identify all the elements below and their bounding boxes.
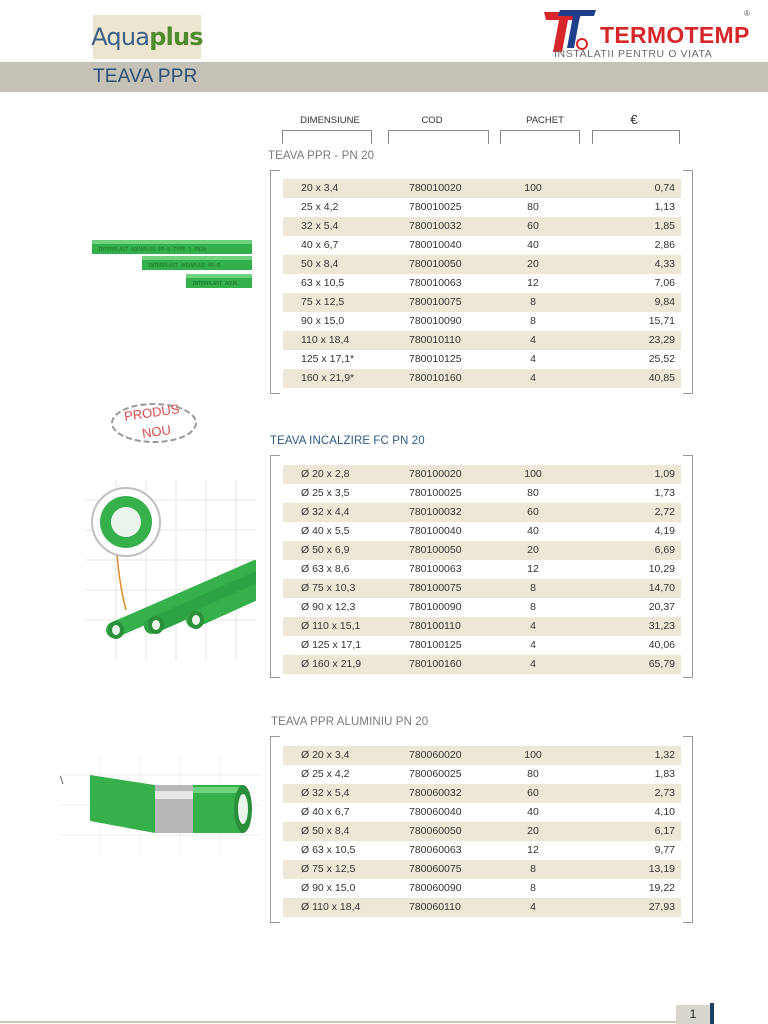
cell-code: 780060025 bbox=[409, 768, 462, 780]
cell-dimension: Ø 110 x 18,4 bbox=[301, 901, 361, 913]
termotemp-logo bbox=[540, 8, 755, 60]
cell-price: 7,06 bbox=[654, 277, 675, 289]
cell-code: 780060063 bbox=[409, 844, 462, 856]
cell-dimension: Ø 75 x 10,3 bbox=[301, 582, 356, 594]
table-bracket-left bbox=[270, 170, 280, 394]
cell-price: 23,29 bbox=[648, 334, 675, 346]
table-row bbox=[283, 803, 681, 822]
table-row bbox=[283, 879, 681, 898]
termotemp-brand: TERMOTEMP bbox=[600, 22, 750, 48]
column-divider-pack bbox=[500, 130, 580, 144]
table-row bbox=[283, 331, 681, 350]
cell-pack: 20 bbox=[527, 825, 539, 837]
table-row bbox=[283, 217, 681, 236]
cell-price: 6,17 bbox=[654, 825, 675, 837]
table-row bbox=[283, 522, 681, 541]
cell-price: 1,32 bbox=[654, 749, 675, 761]
cell-pack: 8 bbox=[530, 582, 536, 594]
cell-price: 40,06 bbox=[648, 639, 675, 651]
cell-code: 780010032 bbox=[409, 220, 462, 232]
column-header-pack: PACHET bbox=[526, 115, 564, 126]
cell-code: 780010063 bbox=[409, 277, 462, 289]
cell-dimension: 90 x 15,0 bbox=[301, 315, 345, 327]
svg-text:\: \ bbox=[60, 775, 64, 786]
table-bracket-left bbox=[270, 455, 280, 678]
cell-price: 10,29 bbox=[648, 563, 675, 575]
cell-price: 4,33 bbox=[654, 258, 675, 270]
cell-code: 780100125 bbox=[409, 639, 462, 651]
cell-pack: 60 bbox=[527, 220, 539, 232]
cell-dimension: Ø 63 x 8,6 bbox=[301, 563, 350, 575]
price-table-ppr-aluminum bbox=[283, 746, 681, 917]
cell-pack: 12 bbox=[527, 563, 539, 575]
cell-dimension: Ø 90 x 12,3 bbox=[301, 601, 356, 613]
cell-code: 780010020 bbox=[409, 182, 462, 194]
cell-dimension: Ø 90 x 15,0 bbox=[301, 882, 356, 894]
cell-pack: 4 bbox=[530, 372, 536, 384]
table-bracket-right bbox=[683, 455, 693, 678]
cell-pack: 100 bbox=[524, 749, 542, 761]
cell-price: 9,84 bbox=[654, 296, 675, 308]
cell-dimension: 32 x 5,4 bbox=[301, 220, 339, 232]
cell-price: 1,73 bbox=[654, 487, 675, 499]
cell-dimension: Ø 20 x 2,8 bbox=[301, 468, 350, 480]
cell-pack: 4 bbox=[530, 901, 536, 913]
aquaplus-logo bbox=[93, 15, 201, 59]
table-row bbox=[283, 293, 681, 312]
table-row bbox=[283, 636, 681, 655]
cell-price: 13,19 bbox=[648, 863, 675, 875]
cell-code: 780060090 bbox=[409, 882, 462, 894]
table-row bbox=[283, 822, 681, 841]
table-bracket-left bbox=[270, 736, 280, 923]
cell-code: 780010025 bbox=[409, 201, 462, 213]
table-row bbox=[283, 198, 681, 217]
table-bracket-right bbox=[683, 736, 693, 923]
cell-pack: 20 bbox=[527, 258, 539, 270]
cell-price: 27,93 bbox=[648, 901, 675, 913]
page-number: 1 bbox=[676, 1005, 710, 1024]
table-row bbox=[283, 617, 681, 636]
cell-price: 65,79 bbox=[648, 658, 675, 670]
cell-pack: 4 bbox=[530, 620, 536, 632]
cell-price: 40,85 bbox=[648, 372, 675, 384]
cell-price: 9,77 bbox=[654, 844, 675, 856]
table-row bbox=[283, 465, 681, 484]
table-row bbox=[283, 841, 681, 860]
cell-pack: 20 bbox=[527, 544, 539, 556]
cell-dimension: Ø 75 x 12,5 bbox=[301, 863, 356, 875]
cell-pack: 8 bbox=[530, 315, 536, 327]
table-row bbox=[283, 598, 681, 617]
cell-code: 780060050 bbox=[409, 825, 462, 837]
cell-dimension: 40 x 6,7 bbox=[301, 239, 339, 251]
table-row bbox=[283, 179, 681, 198]
table-row bbox=[283, 784, 681, 803]
cell-pack: 8 bbox=[530, 296, 536, 308]
cell-code: 780100032 bbox=[409, 506, 462, 518]
table-row bbox=[283, 560, 681, 579]
cell-dimension: 160 x 21,9* bbox=[301, 372, 355, 384]
cell-code: 780060040 bbox=[409, 806, 462, 818]
cell-pack: 40 bbox=[527, 806, 539, 818]
cell-pack: 100 bbox=[524, 182, 542, 194]
cell-dimension: Ø 125 x 17,1 bbox=[301, 639, 362, 651]
table-row bbox=[283, 369, 681, 388]
section-title-ppr-aluminum: TEAVA PPR ALUMINIU PN 20 bbox=[271, 716, 429, 728]
column-divider-price bbox=[592, 130, 680, 144]
cell-code: 780060075 bbox=[409, 863, 462, 875]
cell-code: 780100110 bbox=[409, 620, 461, 632]
cell-code: 780100090 bbox=[409, 601, 462, 613]
cell-dimension: 50 x 8,4 bbox=[301, 258, 339, 270]
cell-pack: 8 bbox=[530, 882, 536, 894]
cell-pack: 8 bbox=[530, 601, 536, 613]
title-band bbox=[0, 62, 768, 92]
cell-dimension: Ø 50 x 6,9 bbox=[301, 544, 350, 556]
section-title-ppr-pn20: TEAVA PPR - PN 20 bbox=[268, 150, 375, 162]
cell-price: 0,74 bbox=[654, 182, 675, 194]
cell-price: 2,86 bbox=[654, 239, 675, 251]
page-title: TEAVA PPR bbox=[93, 66, 198, 87]
table-row bbox=[283, 579, 681, 598]
table-row bbox=[283, 350, 681, 369]
footer-line bbox=[0, 1021, 676, 1023]
cell-dimension: Ø 40 x 6,7 bbox=[301, 806, 350, 818]
cell-pack: 4 bbox=[530, 658, 536, 670]
cell-dimension: Ø 160 x 21,9 bbox=[301, 658, 362, 670]
cell-dimension: Ø 63 x 10,5 bbox=[301, 844, 356, 856]
cell-code: 780060110 bbox=[409, 901, 461, 913]
cell-price: 2,72 bbox=[654, 506, 675, 518]
cell-price: 2,73 bbox=[654, 787, 675, 799]
cell-dimension: Ø 110 x 15,1 bbox=[301, 620, 361, 632]
cell-dimension: Ø 50 x 8,4 bbox=[301, 825, 350, 837]
cell-code: 780060020 bbox=[409, 749, 462, 761]
price-table-heating-fc bbox=[283, 465, 681, 674]
svg-text:INTERPLAST AQUAPLUS PP-R: INTERPLAST AQUAPLUS PP-R bbox=[148, 263, 221, 269]
cell-dimension: Ø 40 x 5,5 bbox=[301, 525, 350, 537]
aluminum-pipe-image bbox=[60, 755, 260, 855]
cell-dimension: 75 x 12,5 bbox=[301, 296, 345, 308]
cell-pack: 4 bbox=[530, 353, 536, 365]
cell-price: 1,13 bbox=[654, 201, 675, 213]
column-header-price: € bbox=[630, 112, 638, 127]
cell-price: 4,19 bbox=[654, 525, 675, 537]
cell-dimension: 125 x 17,1* bbox=[301, 353, 355, 365]
cell-pack: 80 bbox=[527, 768, 539, 780]
cell-pack: 8 bbox=[530, 863, 536, 875]
badge-line-1: PRODUS bbox=[123, 401, 181, 424]
cell-dimension: Ø 32 x 5,4 bbox=[301, 787, 350, 799]
cell-pack: 100 bbox=[524, 468, 542, 480]
table-row bbox=[283, 503, 681, 522]
cell-code: 780060032 bbox=[409, 787, 462, 799]
cell-price: 6,69 bbox=[654, 544, 675, 556]
cell-code: 780100063 bbox=[409, 563, 462, 575]
cell-dimension: 25 x 4,2 bbox=[301, 201, 339, 213]
page-number-accent bbox=[710, 1003, 714, 1024]
badge-line-2: NOU bbox=[141, 422, 172, 441]
cell-code: 780010090 bbox=[409, 315, 462, 327]
cell-code: 780100160 bbox=[409, 658, 462, 670]
cell-dimension: Ø 32 x 4,4 bbox=[301, 506, 350, 518]
cell-code: 780010125 bbox=[409, 353, 462, 365]
cell-dimension: 110 x 18,4 bbox=[301, 334, 350, 346]
cell-code: 780010040 bbox=[409, 239, 462, 251]
termotemp-tagline: INSTALATII PENTRU O VIATA bbox=[554, 48, 713, 60]
cell-pack: 40 bbox=[527, 239, 539, 251]
cell-price: 19,22 bbox=[648, 882, 675, 894]
cell-dimension: Ø 25 x 4,2 bbox=[301, 768, 350, 780]
cell-code: 780100075 bbox=[409, 582, 462, 594]
column-divider-dimension bbox=[282, 130, 372, 144]
cell-code: 780100025 bbox=[409, 487, 462, 499]
cell-pack: 4 bbox=[530, 639, 536, 651]
cell-code: 780100020 bbox=[409, 468, 462, 480]
column-header-code: COD bbox=[421, 115, 443, 126]
ppr-pipes-image bbox=[90, 230, 255, 292]
registered-mark: ® bbox=[744, 9, 750, 18]
cell-price: 1,85 bbox=[654, 220, 675, 232]
section-title-heating-fc: TEAVA INCALZIRE FC PN 20 bbox=[270, 435, 425, 447]
cell-pack: 80 bbox=[527, 487, 539, 499]
cell-code: 780010110 bbox=[409, 334, 461, 346]
cell-dimension: 20 x 3,4 bbox=[301, 182, 339, 194]
cell-code: 780100040 bbox=[409, 525, 462, 537]
cell-dimension: Ø 20 x 3,4 bbox=[301, 749, 350, 761]
cell-code: 780100050 bbox=[409, 544, 462, 556]
svg-text:INTERPLAST AQUAPLUS PP-R TYPE: INTERPLAST AQUAPLUS PP-R TYPE 3 PN20 bbox=[98, 247, 207, 253]
cell-pack: 60 bbox=[527, 787, 539, 799]
cell-code: 780010050 bbox=[409, 258, 462, 270]
table-bracket-right bbox=[683, 170, 693, 394]
cell-price: 4,10 bbox=[654, 806, 675, 818]
cell-dimension: Ø 25 x 3,5 bbox=[301, 487, 350, 499]
cell-pack: 60 bbox=[527, 506, 539, 518]
cell-pack: 4 bbox=[530, 334, 536, 346]
heating-pipes-image bbox=[86, 480, 256, 660]
table-row bbox=[283, 541, 681, 560]
column-divider-code bbox=[388, 130, 489, 144]
table-row bbox=[283, 312, 681, 331]
cell-dimension: 63 x 10,5 bbox=[301, 277, 345, 289]
price-table-ppr-pn20 bbox=[283, 179, 681, 388]
cell-price: 14,70 bbox=[648, 582, 675, 594]
svg-text:INTERPLAST AQUA: INTERPLAST AQUA bbox=[192, 281, 238, 287]
cell-price: 1,83 bbox=[654, 768, 675, 780]
cell-price: 25,52 bbox=[648, 353, 675, 365]
cell-pack: 40 bbox=[527, 525, 539, 537]
cell-pack: 12 bbox=[527, 277, 539, 289]
cell-code: 780010075 bbox=[409, 296, 462, 308]
table-row bbox=[283, 746, 681, 765]
cell-pack: 12 bbox=[527, 844, 539, 856]
table-row bbox=[283, 860, 681, 879]
cell-code: 780010160 bbox=[409, 372, 462, 384]
logo-aqua-text: Aqua bbox=[91, 23, 150, 51]
table-row bbox=[283, 655, 681, 674]
cell-pack: 80 bbox=[527, 201, 539, 213]
logo-plus-text: plus bbox=[149, 23, 203, 51]
cell-price: 31,23 bbox=[648, 620, 675, 632]
table-row bbox=[283, 274, 681, 293]
table-row bbox=[283, 484, 681, 503]
table-row bbox=[283, 236, 681, 255]
column-header-dimension: DIMENSIUNE bbox=[300, 115, 360, 126]
cell-price: 15,71 bbox=[648, 315, 675, 327]
table-row bbox=[283, 898, 681, 917]
table-row bbox=[283, 765, 681, 784]
table-row bbox=[283, 255, 681, 274]
cell-price: 20,37 bbox=[648, 601, 675, 613]
cell-price: 1,09 bbox=[654, 468, 675, 480]
